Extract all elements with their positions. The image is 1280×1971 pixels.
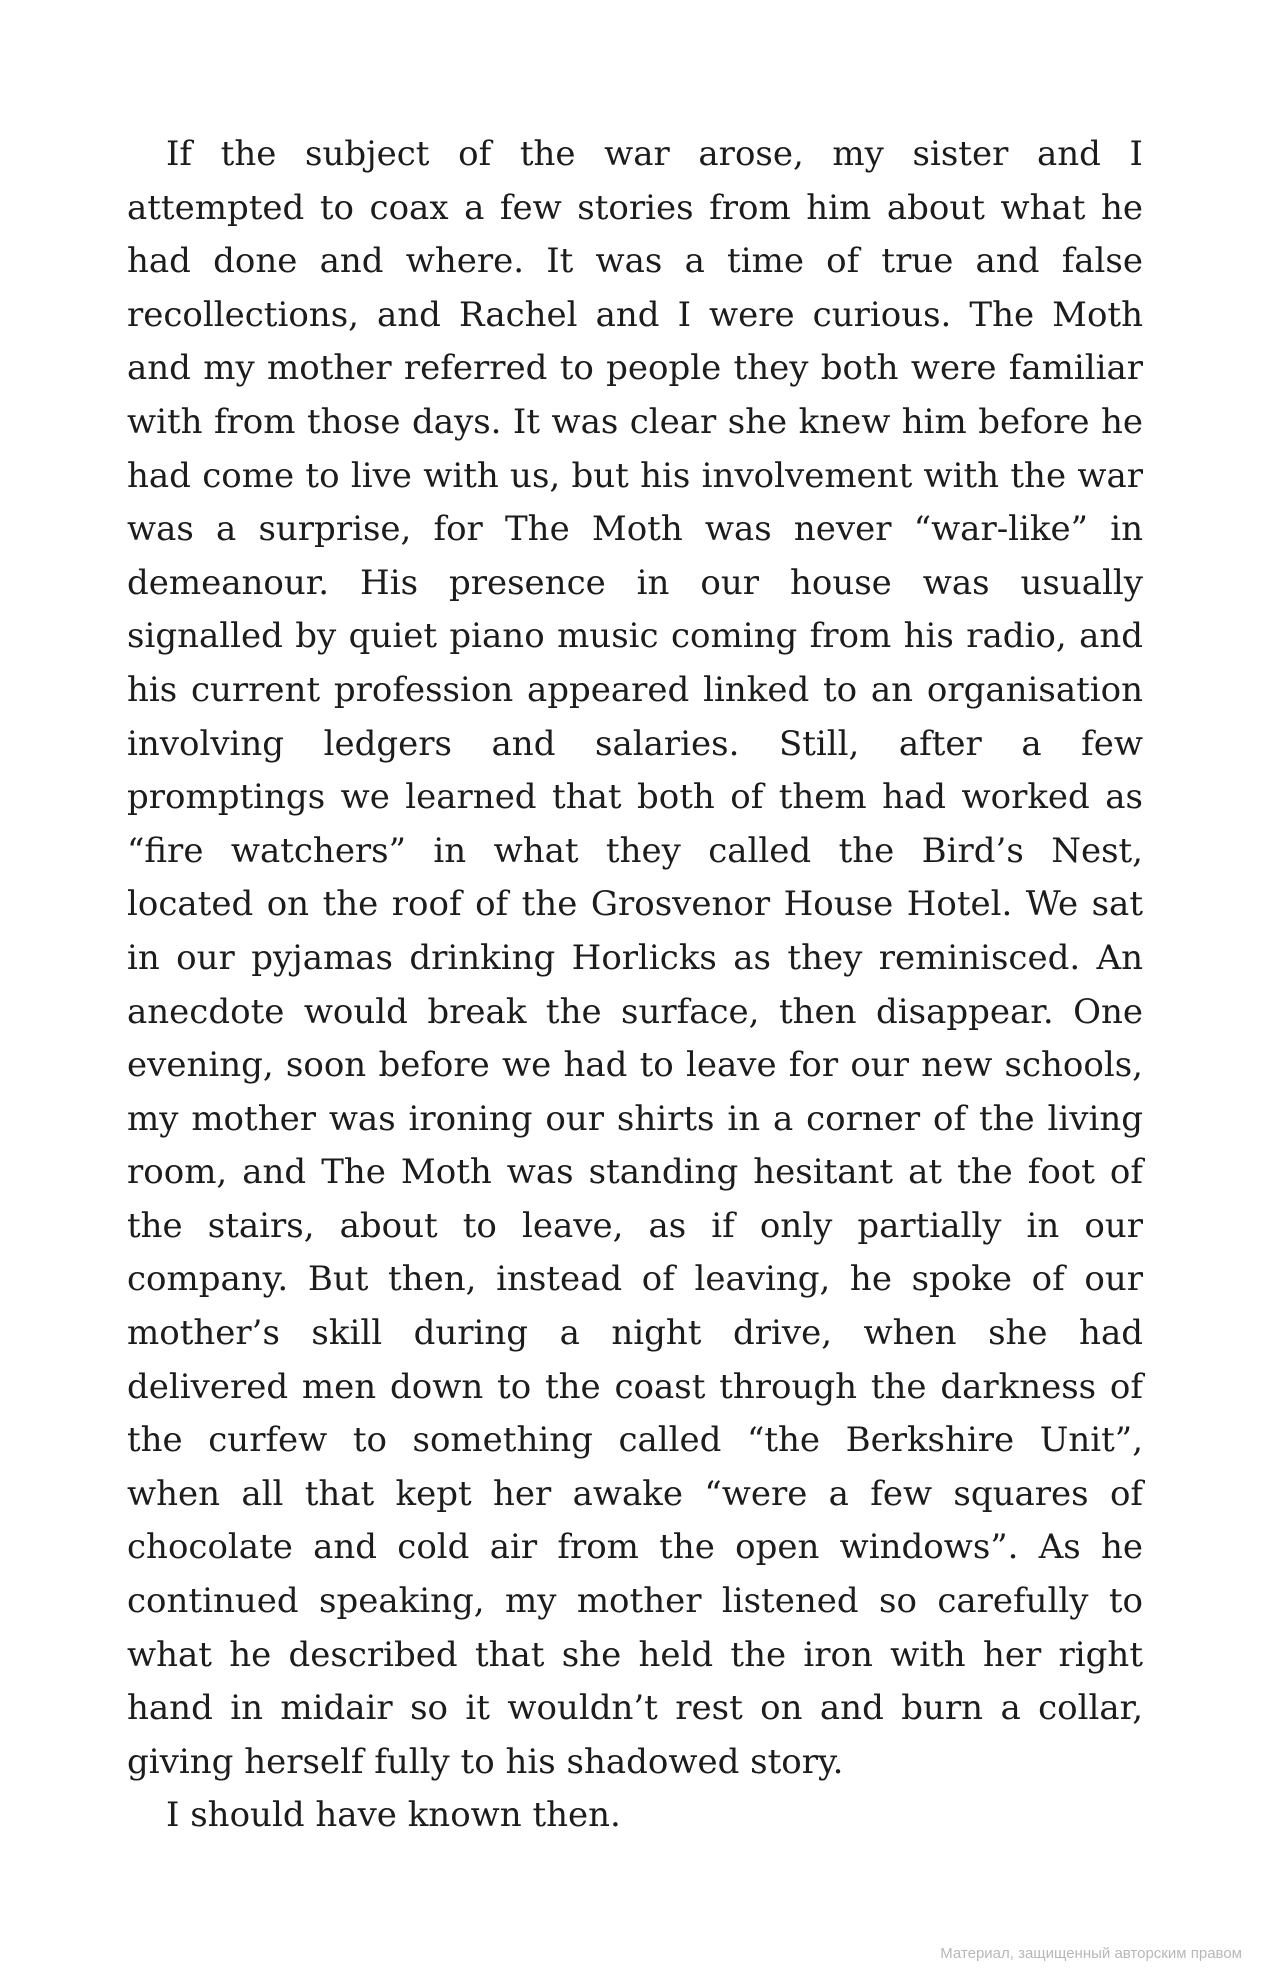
paragraph-2: I should have known then.: [166, 1795, 621, 1836]
copyright-watermark: Материал, защищенный авторским правом: [940, 1945, 1242, 1962]
paragraph-1: If the subject of the war arose, my sister and I attempted to coax a few stories from him about what he had done and where. It was a time of true and false recollections, and Rachel and I were curious. The Moth and my mother referred to people they both were familiar with from those days. It was clear she knew him before he had come to live with us, but his involvement with the war was a surprise, for The Moth was never “war-like” in demeanour. His presence in our house was usually signalled by quiet piano music coming from his radio, and his current profession appeared linked to an organisation involving ledgers and salaries. Still, after a few promptings we learned that both of them had worked as “fire watchers” in what they called the Bird’s Nest, located on the roof of the Grosvenor House Hotel. We sat in our pyjamas drinking Horlicks as they reminisced. An anecdote would break the surface, then disappear. One evening, soon before we had to leave for our new schools, my mother was ironing our shirts in a corner of the living room, and The Moth was standing hesitant at the foot of the stairs, about to leave, as if only partially in our company. But then, instead of leaving, he spoke of our mother’s skill during a night drive, when she had delivered men down to the coast through the darkness of the curfew to something called “the Berkshire Unit”, when all that kept her awake “were a few squares of chocolate and cold air from the open windows”. As he continued speaking, my mother listened so carefully to what he described that she held the iron with her right hand in midair so it wouldn’t rest on and burn a collar, giving herself fully to his shadowed story.: [127, 134, 1143, 1782]
body-text: [127, 128, 1143, 1843]
